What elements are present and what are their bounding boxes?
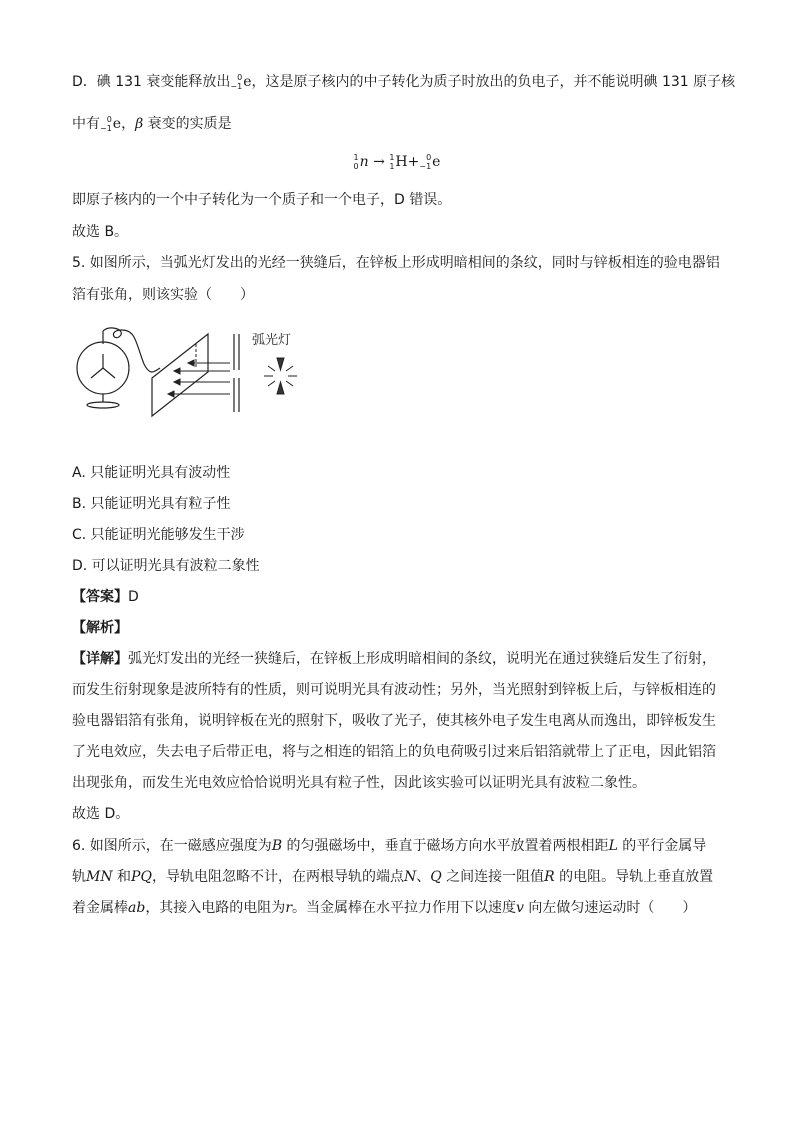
- question-6-line-3: 着金属棒ab，其接入电路的电阻为r。当金属棒在水平拉力作用下以速度v 向左做匀速运动时（ ）: [72, 900, 697, 916]
- analysis-tag: 【解析】: [72, 620, 128, 636]
- detail-line-2: 而发生衍射现象是波所特有的性质，则可说明光具有波动性；另外，当光照射到锌板上后，与锌板相连的: [72, 682, 716, 698]
- detail-line-6: 故选 D。: [72, 806, 130, 822]
- option-d-text-2: ，这是原子核内的中子转化为质子时放出的负电子，并不能说明碘 131 原子核: [251, 74, 736, 90]
- detail-line-5: 出现张角，而发生光电效应恰恰说明光具有粒子性，因此该实验可以证明光具有波粒二象性。: [72, 775, 646, 791]
- question-6-line-2: 轨MN 和PQ，导轨电阻忽略不计，在两根导轨的端点N、Q 之间连接一阻值R 的电阻。导轨上垂直放置: [72, 869, 714, 885]
- option-d-line-1: [72, 72, 735, 92]
- question-6-line-1: 6. 如图所示，在一磁感应强度为B 的匀强磁场中，垂直于磁场方向水平放置着两根相距L 的平行金属导: [72, 838, 707, 854]
- electron-symbol: 0 −1 e: [100, 115, 122, 133]
- option-d: D. 可以证明光具有波粒二象性: [72, 558, 260, 574]
- proton-symbol: 1 1 H: [389, 153, 408, 171]
- option-d-line-2: 中有 0 −1 e，β 衰变的实质是: [72, 115, 232, 133]
- detail-line-4: 了光电效应，失去电子后带正电，将与之相连的铝箔上的负电荷吸引过来后铝箔就带上了正电，因此铝箔: [72, 744, 716, 760]
- electroscope: [77, 328, 160, 408]
- plus-symbol: +: [407, 154, 420, 170]
- experiment-figure: [70, 326, 310, 418]
- option-c: C. 只能证明光能够发生干涉: [72, 527, 245, 543]
- zinc-plate: [152, 334, 208, 416]
- answer-value: D: [128, 589, 139, 605]
- question-5-line-2: 箔有张角，则该实验（ ）: [72, 287, 254, 303]
- option-d-conclusion: 即原子核内的一个中子转化为一个质子和一个电子，D 错误。: [72, 192, 452, 208]
- beta-decay-equation: [0, 152, 794, 172]
- electron-symbol: 0 −1 e: [419, 153, 441, 171]
- option-a: A. 只能证明光具有波动性: [72, 465, 231, 481]
- detail-tag: 【详解】: [72, 651, 128, 667]
- detail-line-3: 验电器铝箔有张角，说明锌板在光的照射下，吸收了光子，使其核外电子发生电离从而逸出，即锌板发生: [72, 713, 716, 729]
- option-b: B. 只能证明光具有粒子性: [72, 496, 231, 512]
- option-d-text-1: D．碘 131 衰变能释放出: [72, 74, 231, 90]
- neutron-symbol: 1 0 n: [353, 153, 369, 171]
- electron-symbol: 0 −1 e: [230, 73, 252, 91]
- question-5-line-1: 5. 如图所示，当弧光灯发出的光经一狭缝后，在锌板上形成明暗相间的条纹，同时与锌板相连的验电器铝: [72, 255, 720, 271]
- answer-choice-prev: 故选 B。: [72, 224, 129, 240]
- detail-line-1: 【详解】弧光灯发出的光经一狭缝后，在锌板上形成明暗相间的条纹，说明光在通过狭缝后发生了衍射，: [72, 651, 716, 667]
- arrow-symbol: →: [373, 154, 385, 170]
- answer-line: [72, 587, 139, 607]
- arc-lamp-icon: [264, 358, 297, 394]
- arc-lamp-label: 弧光灯: [252, 333, 292, 348]
- slit-plate: [234, 334, 239, 412]
- answer-tag: 【答案】: [72, 589, 128, 605]
